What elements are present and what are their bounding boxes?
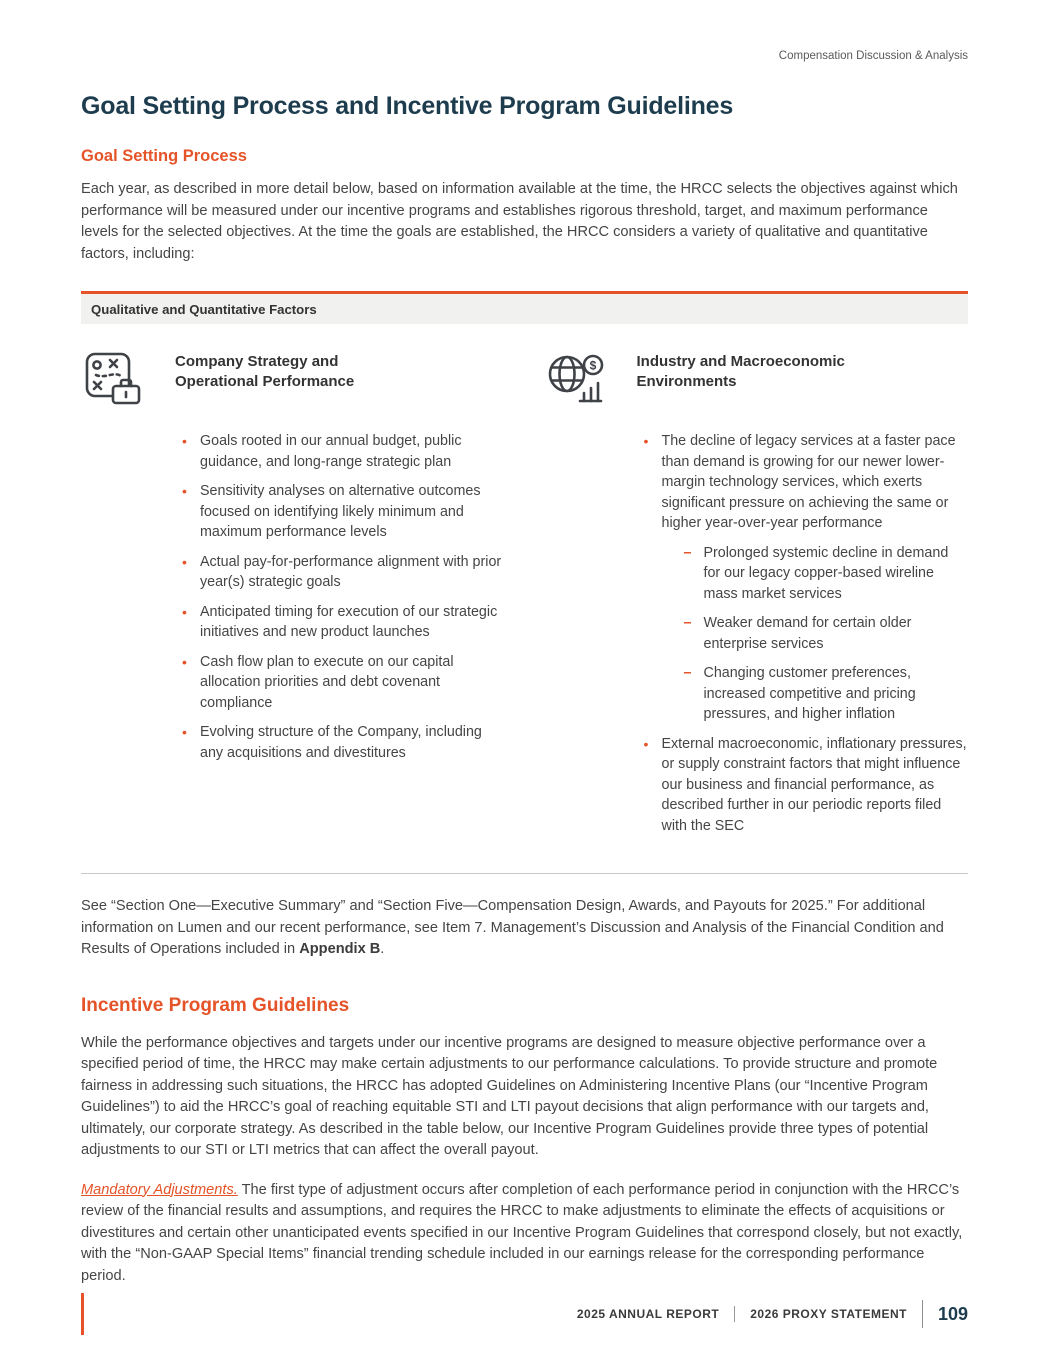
global-economy-icon bbox=[543, 348, 607, 417]
list-item: • Anticipated timing for execution of our strategic initiatives and new product launches bbox=[181, 602, 507, 643]
page-number: 109 bbox=[937, 1303, 968, 1324]
page-footer bbox=[81, 1293, 968, 1335]
list-item: • Actual pay-for-performance alignment with prior year(s) strategic goals bbox=[181, 552, 507, 593]
right-column-heading: Industry and Macroeconomic Environments bbox=[636, 353, 845, 390]
list-item: • Goals rooted in our annual budget, public guidance, and long-range strategic plan bbox=[181, 431, 507, 472]
mandatory-adjustments-lead: Mandatory Adjustments. bbox=[81, 1181, 238, 1198]
mandatory-adjustments-paragraph bbox=[81, 1180, 968, 1288]
page-title: Goal Setting Process and Incentive Program Guidelines bbox=[81, 92, 734, 120]
list-item bbox=[643, 431, 969, 725]
incentive-guidelines-heading: Incentive Program Guidelines bbox=[81, 994, 350, 1016]
factors-box-title: Qualitative and Quantitative Factors bbox=[81, 291, 968, 324]
right-sub-bullet-list bbox=[662, 543, 969, 725]
goal-setting-heading: Goal Setting Process bbox=[81, 147, 247, 165]
right-bullet-list bbox=[543, 431, 969, 836]
factors-right-column bbox=[543, 348, 969, 845]
footer-accent-bar bbox=[81, 1293, 84, 1335]
left-bullet-list bbox=[81, 431, 507, 763]
sub-list-item: – Prolonged systemic decline in demand for our legacy copper-based wireline mass market services bbox=[684, 543, 969, 605]
running-header: Compensation Discussion & Analysis bbox=[778, 50, 968, 62]
list-item: • Cash flow plan to execute on our capital allocation priorities and debt covenant compliance bbox=[181, 652, 507, 714]
list-item: • Evolving structure of the Company, including any acquisitions and divestitures bbox=[181, 722, 507, 763]
incentive-guidelines-paragraph: While the performance objectives and targets under our incentive programs are designed to measure objective performance over a specified period of time, the HRCC may make certain adjustments to our performance calculations. To provide structure and promote fairness in addressing such situations, the HRCC has adopted Guidelines on Administering Incentive Plans (our “Incentive Program Guidelines”) to aid the HRCC’s goal of reaching equitable STI and LTI payout decisions that align performance with our targets and, ultimately, our corporate strategy. As described in the table below, our Incentive Program Guidelines provide three types of potential adjustments to our STI or LTI metrics that can affect the overall payout. bbox=[81, 1034, 938, 1158]
mandatory-adjustments-text: The first type of adjustment occurs after completion of each performance period in conjunction with the HRCC’s review of the financial results and assumptions, and requires the HRCC to make adjustments to eliminate the effects of acquisitions or divestitures and certain other unanticipated events specified in our Incentive Program Guidelines that correspond closely, but not exactly, with the “Non-GAAP Special Items” financial trending schedule included in our earnings release for the corresponding performance period. bbox=[81, 1181, 963, 1284]
left-column-heading: Company Strategy and Operational Performance bbox=[175, 353, 355, 390]
appendix-b-reference: Appendix B bbox=[299, 941, 381, 957]
factors-box bbox=[81, 291, 968, 874]
sub-list-item: – Changing customer preferences, increased competitive and pricing pressures, and higher inflation bbox=[684, 663, 969, 725]
cross-reference-period: . bbox=[380, 941, 385, 957]
svg-text:$: $ bbox=[589, 358, 596, 373]
footer-divider-large bbox=[922, 1300, 923, 1328]
bullet-text: The decline of legacy services at a faster pace than demand is growing for our newer lower-margin technology services, which exerts significant pressure on achieving the same or higher year-over-year performance bbox=[661, 433, 956, 531]
factors-left-column bbox=[81, 348, 507, 845]
sub-list-item: – Weaker demand for certain older enterprise services bbox=[684, 613, 969, 654]
annual-report-label: 2025 ANNUAL REPORT bbox=[576, 1307, 720, 1321]
proxy-statement-label: 2026 PROXY STATEMENT bbox=[750, 1307, 907, 1321]
goal-setting-intro: Each year, as described in more detail below, based on information available at the time, the HRCC selects the objectives against which performance will be measured under our incentive programs and establishes rigorous threshold, target, and maximum performance levels for the selected objectives. At the time the goals are established, the HRCC considers a variety of qualitative and quantitative factors, including: bbox=[81, 181, 958, 262]
strategy-plan-icon bbox=[81, 348, 145, 417]
list-item: • External macroeconomic, inflationary pressures, or supply constraint factors that might influence our business and financial performance, as described further in our periodic reports filed with the SEC bbox=[643, 734, 969, 837]
list-item: • Sensitivity analyses on alternative outcomes focused on identifying likely minimum and maximum performance levels bbox=[181, 481, 507, 543]
cross-reference-text: See “Section One—Executive Summary” and “Section Five—Compensation Design, Awards, and Payouts for 2025.” For additional information on Lumen and our recent performance, see Item 7. Management’s Discussion and Analysis of the Financial Condition and Results of Operations included in bbox=[81, 898, 944, 957]
cross-reference-paragraph bbox=[81, 896, 968, 961]
footer-divider bbox=[734, 1306, 735, 1322]
